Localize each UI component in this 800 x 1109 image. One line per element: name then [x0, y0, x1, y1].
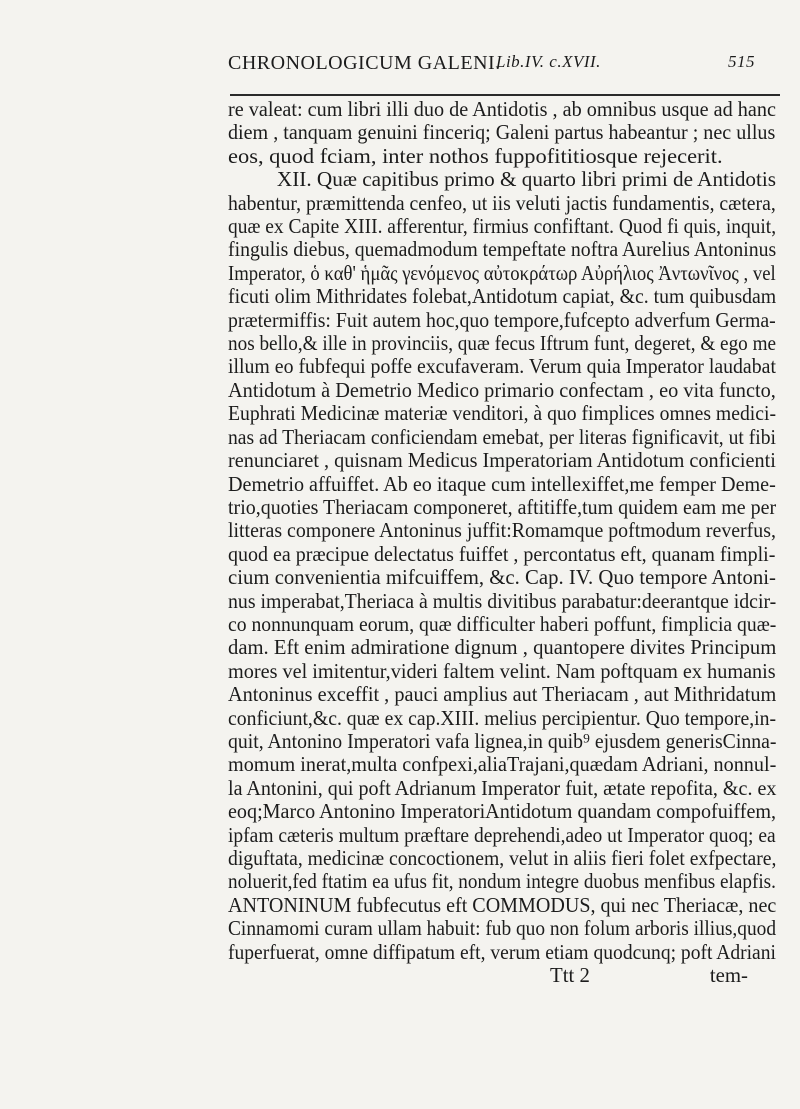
running-header	[228, 44, 788, 84]
text-line: prætermiffis: Fuit autem hoc,quo tempore,fufcepto adverfum Germa-	[228, 308, 776, 332]
text-line: XII. Quæ capitibus primo & quarto libri primi de Antidotis	[276, 168, 777, 192]
text-line: trio,quoties Theriacam componeret, aftitiffe,tum quidem eam me per	[228, 495, 777, 519]
catchword: tem-	[709, 964, 748, 988]
text-line: la Antonini, qui poft Adrianum Imperator fuit, ætate repofita, &c. ex	[228, 776, 777, 800]
text-line: Demetrio affuiffet. Ab eo itaque cum intellexiffet,me femper Deme-	[228, 472, 776, 496]
text-line: renunciaret , quisnam Medicus Imperatoriam Antidotum conficienti	[228, 449, 776, 473]
text-line: nas ad Theriacam conficiendam emebat, per literas fignificavit, ut fibi	[228, 425, 777, 449]
page-number: 515	[728, 52, 755, 71]
text-line: dam. Eft enim admiratione dignum , quantopere divites Principum	[228, 636, 777, 660]
text-line: fuperfuerat, omne diffipatum eft, verum etiam quodcunq; poft Adriani	[228, 940, 776, 964]
signature-mark: Ttt 2	[550, 964, 590, 988]
text-line: quod ea præcipue delectatus fuiffet , percontatus eft, quanam fimpli-	[228, 542, 776, 566]
text-line: ANTONINUM fubfecutus eft COMMODUS, qui nec Theriacæ, nec	[228, 893, 777, 917]
text-line: eos, quod fciam, inter nothos fuppofititiosque rejecerit.	[228, 144, 723, 168]
text-line: Euphrati Medicinæ materiæ venditori, à quo fimplices omnes medici-	[228, 402, 777, 426]
header-rule	[230, 94, 780, 96]
text-line: habentur, præmittenda cenfeo, ut iis veluti jactis fundamentis, cætera,	[228, 191, 776, 215]
text-line: re valeat: cum libri illi duo de Antidotis , ab omnibus usque ad hanc	[228, 98, 776, 121]
header-title: CHRONOLOGICUM GALENI.	[228, 52, 501, 74]
text-line: Cinnamomi curam ullam habuit: fub quo non folum arboris illius,quod	[228, 917, 777, 941]
text-line: noluerit,fed ftatim ea ufus fit, nondum integre duobus menfibus elapfis.	[228, 870, 776, 894]
text-line: Antidotum à Demetrio Medico primario confectam , eo vita functo,	[228, 378, 776, 402]
text-line: quit, Antonino Imperatori vafa lignea,in quib⁹ ejusdem generisCinna-	[228, 729, 777, 753]
body-text	[228, 98, 788, 987]
text-line: momum inerat,multa confpexi,aliaTrajani,quædam Adriani, nonnul-	[228, 753, 777, 777]
text-line: fingulis diebus, quemadmodum tempeftate noftra Aurelius Antoninus	[228, 238, 777, 262]
text-line: diguftata, medicinæ concoctionem, velut in aliis fieri folet exfpectare,	[228, 847, 777, 870]
text-line: diem , tanquam genuini finceriq; Galeni partus habeantur ; nec ullus	[228, 121, 776, 145]
text-line: Imperator, ὁ καθ' ἡμᾶς γενόμενος αὐτοκράτωρ Αὐρήλιος Ἀντωνῖνος , vel	[228, 261, 776, 285]
text-line: litteras componere Antoninus juffit:Romamque poftmodum reverfus,	[228, 519, 776, 543]
header-chapter-reference: Lib.IV. c.XVII.	[496, 52, 601, 71]
text-line: Antoninus exceffit , pauci amplius aut Theriacam , aut Mithridatum	[228, 683, 777, 707]
text-line: cium convenientia mifcuiffem, &c. Cap. IV. Quo tempore Antoni-	[228, 566, 776, 590]
text-line: ipfam cæteris multum præftare deprehendi,adeo ut Imperator quoq; ea	[228, 823, 776, 847]
text-line: quæ ex Capite XIII. afferentur, firmius confiftant. Quod fi quis, inquit,	[228, 215, 777, 239]
text-line: ficuti olim Mithridates folebat,Antidotum capiat, &c. tum quibusdam	[228, 285, 777, 309]
text-line: eoq;Marco Antonino ImperatoriAntidotum quandam compofuiffem,	[228, 800, 777, 824]
signature-line	[228, 964, 788, 987]
text-line: co nonnunquam eorum, quæ difficulter haberi poffunt, fimplicia quæ-	[228, 612, 777, 636]
text-line: mores vel imitentur,videri faltem velint. Nam poftquam ex humanis	[228, 659, 776, 683]
text-line: nos bello,& ille in provinciis, quæ fecus Iftrum funt, degeret, & ego me	[228, 332, 777, 356]
text-line: conficiunt,&c. quæ ex cap.XIII. melius percipientur. Quo tempore,in-	[228, 706, 777, 730]
text-line: illum eo fubfequi poffe excufaveram. Verum quia Imperator laudabat	[228, 355, 776, 379]
text-line: nus imperabat,Theriaca à multis divitibus parabatur:deerantque idcir-	[228, 589, 777, 613]
